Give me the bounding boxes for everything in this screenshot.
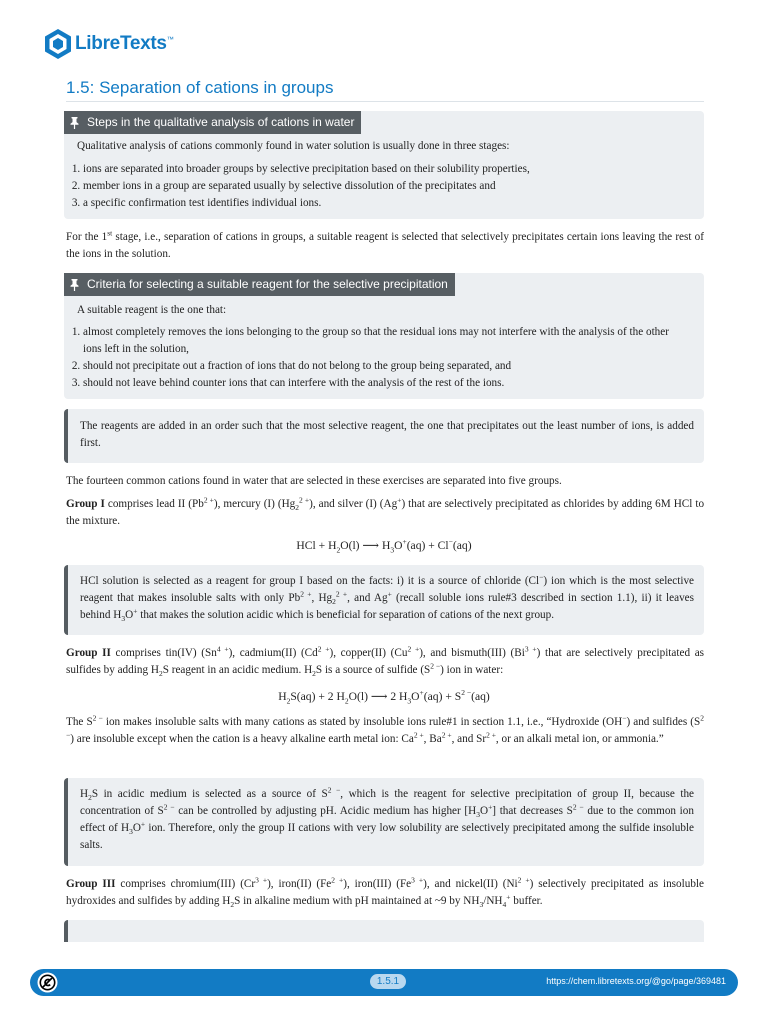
- criteria-box: [64, 273, 704, 399]
- creative-commons-icon[interactable]: [37, 972, 58, 993]
- criteria-list: [66, 324, 690, 392]
- next-note-box: [64, 920, 704, 942]
- group2-paragraph: Group II comprises tin(IV) $(Sn^{4 +})$, cadmium(II) $(Cd^{2 +})$, copper(II) $(Cu^{2 +})$, and bismuth(III) $(Bi^{3 +})$ that are selectively precipitated as sulfides by adding $H_2S$ reagent in an acidic medium. $H_2S$ is a source of sulfide $(S^{2 -})$ ion in water:: [66, 644, 705, 679]
- title-divider: [66, 101, 704, 102]
- hcl-note: HCl solution is selected as a reagent for group I based on the facts: i) it is a source of chloride (Cl−) ion which is the most selective reagent that makes insoluble salts with only $Pb^{2 +}$, $Hg_2^{2 +}$, and Ag+ (recall soluble ions rule#3 described in section 1.1), ii) it leaves behind $H_3O^+$ that makes the solution acidic which is beneficial for separation of cations of the next group.: [64, 565, 704, 635]
- groups-paragraph: The fourteen common cations found in water that are selected in these exercises are separated into five groups.: [66, 475, 562, 487]
- libretexts-logo-icon: [44, 28, 72, 60]
- logo-wordmark: LibreTexts™: [75, 33, 174, 54]
- group1-paragraph: Group I comprises lead II $(Pb^{2 +})$, mercury (I) $(Hg_2^{2 +})$, and silver (I) (Ag+) that are selectively precipitated as chlorides by adding 6M HCl to the mixture.: [66, 495, 705, 527]
- list-item: 1. ions are separated into broader groups by selective precipitation based on their solubility properties,: [83, 161, 694, 178]
- pushpin-icon: [70, 117, 79, 129]
- steps-box: [64, 111, 704, 219]
- libretexts-logo[interactable]: [44, 26, 173, 62]
- h2s-note: $H_2S$ in acidic medium is selected as a source of $S^{2 -}$, which is the reagent for selective precipitation of group II, because the concentration of $S^{2 -}$ can be controlled by adjusting pH. Acidic medium has higher $[H_3O^+]$ that decreases $S^{2 -}$ due to the common ion effect of $H_3O^+$ ion. Therefore, only the group II cations with very low solubility are selectively precipitated among the sulfide insoluble salts.: [64, 778, 704, 866]
- sulfide-paragraph: The $S^{2 -}$ ion makes insoluble salts with many cations as stated by insoluble ions rule#1 in section 1.1, i.e., “Hydroxide (OH−) and sulfides $(S^{2 -})$ are insoluble except when the cation is a heavy alkaline earth metal ion: $Ca^{2 +}$, $Ba^{2 +}$, and $Sr^{2 +}$, or an alkali metal ion, or ammonia.”: [66, 713, 704, 745]
- page-footer: [30, 969, 738, 996]
- criteria-box-heading: Criteria for selecting a suitable reagent for the selective precipitation: [64, 273, 455, 296]
- list-item: 3. a specific confirmation test identifies individual ions.: [83, 195, 694, 212]
- list-item: 3. should not leave behind counter ions that can interfere with the analysis of the rest of the ions.: [83, 375, 690, 392]
- list-item: 2. member ions in a group are separated usually by selective dissolution of the precipitates and: [83, 178, 694, 195]
- criteria-intro: A suitable reagent is the one that:: [77, 304, 227, 316]
- equation-hcl: HCl + $H_2O(l)$ ⟶ $H_3O^+(aq) + Cl^-(aq)$: [296, 537, 472, 555]
- pushpin-icon: [70, 279, 79, 291]
- list-item: 2. should not precipitate out a fraction of ions that do not belong to the group being separated, and: [83, 358, 690, 375]
- page-title: 1.5: Separation of cations in groups: [66, 78, 334, 97]
- list-item: 1. almost completely removes the ions belonging to the group so that the residual ions may not interfere with the analysis of the other ions left in the solution,: [83, 324, 690, 358]
- steps-box-heading: Steps in the qualitative analysis of cations in water: [64, 111, 361, 134]
- group3-paragraph: Group III comprises chromium(III) $(Cr^{3 +})$, iron(II) $(Fe^{2 +})$, iron(III) $(Fe^{3 +})$, and nickel(II) $(Ni^{2 +})$ selectively precipitated as insoluble hydroxides and sulfides by adding $H_2S$ in alkaline medium with pH maintained at ~9 by $NH_3/NH_4^+$ buffer.: [66, 875, 704, 910]
- steps-intro: Qualitative analysis of cations commonly found in water solution is usually done in three stages:: [77, 140, 510, 152]
- steps-list: [66, 161, 694, 212]
- stage-paragraph: For the 1st stage, i.e., separation of cations in groups, a suitable reagent is selected that selectively precipitates certain ions leaving the rest of the ions in the solution.: [66, 228, 704, 260]
- reagent-order-note: The reagents are added in an order such that the most selective reagent, the one that precipitates out the least number of ions, is added first.: [64, 409, 704, 463]
- page-url[interactable]: https://chem.libretexts.org/@go/page/369481: [546, 976, 726, 986]
- page-number: 1.5.1: [370, 974, 406, 989]
- equation-h2s: $H_2S(aq) + 2$ $H_2O(l)$ ⟶ 2 $H_3O^+(aq) + S^{2 -}(aq)$: [278, 688, 490, 706]
